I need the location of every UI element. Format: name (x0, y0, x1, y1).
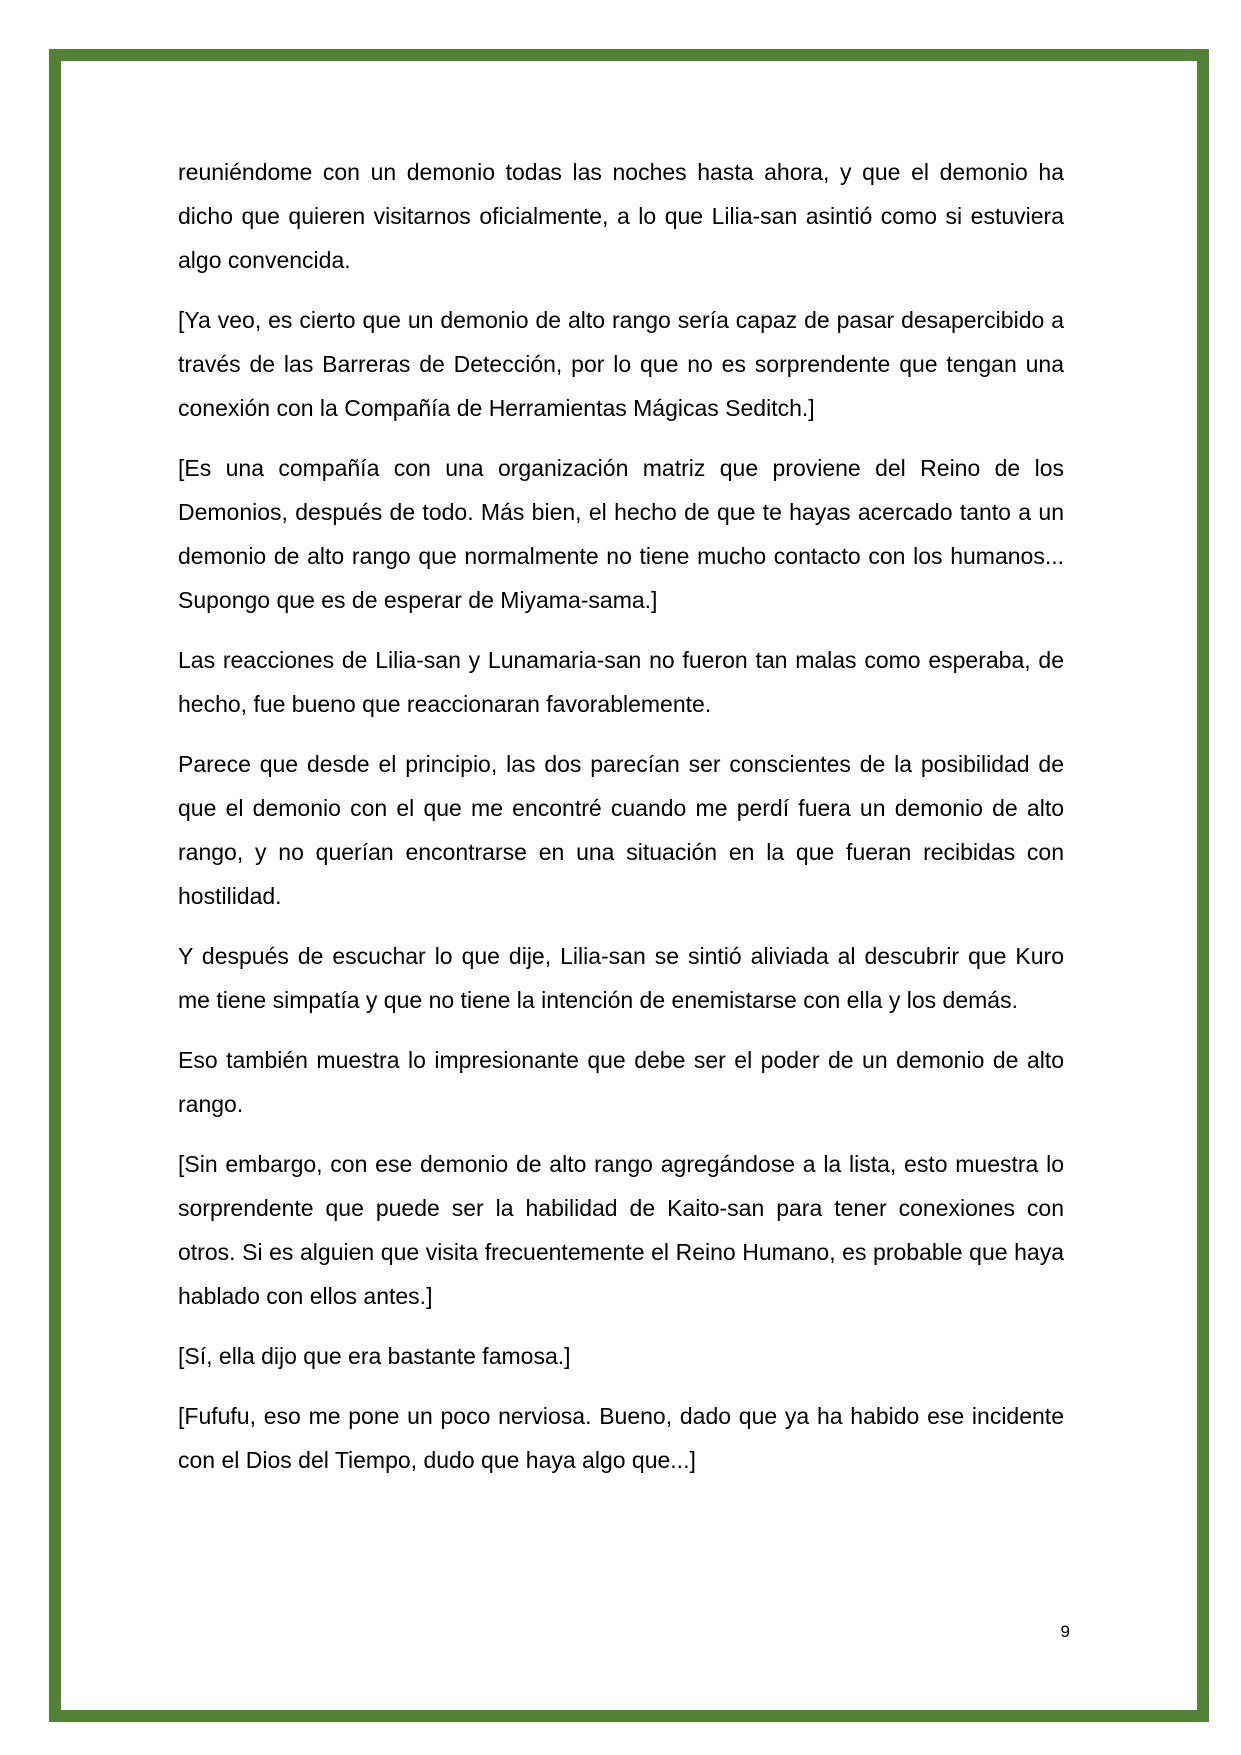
paragraph: Y después de escuchar lo que dije, Lilia-san se sintió aliviada al descubrir que Kuro me tiene simpatía y que no tiene la intención de enemistarse con ella y los demás. (178, 943, 1064, 1013)
page-number: 9 (1060, 1622, 1070, 1641)
paragraph: [Fufufu, eso me pone un poco nerviosa. Bueno, dado que ya ha habido ese incidente con el Dios del Tiempo, dudo que haya algo que...] (178, 1403, 1064, 1473)
paragraph: Parece que desde el principio, las dos parecían ser conscientes de la posibilidad de que el demonio con el que me encontré cuando me perdí fuera un demonio de alto rango, y no querían encontrarse en una situación en la que fueran recibidas con hostilidad. (178, 751, 1064, 909)
paragraph: reuniéndome con un demonio todas las noches hasta ahora, y que el demonio ha dicho que quieren visitarnos oficialmente, a lo que Lilia-san asintió como si estuviera algo convencida. (178, 159, 1064, 273)
paragraph: [Ya veo, es cierto que un demonio de alto rango sería capaz de pasar desapercibido a través de las Barreras de Detección, por lo que no es sorprendente que tengan una conexión con la Compañía de Herramientas Mágicas Seditch.] (178, 307, 1064, 421)
document-body (178, 150, 1064, 1498)
paragraph: [Es una compañía con una organización matriz que proviene del Reino de los Demonios, después de todo. Más bien, el hecho de que te hayas acercado tanto a un demonio de alto rango que normalmente no tiene mucho contacto con los humanos... Supongo que es de esperar de Miyama-sama.] (178, 455, 1064, 613)
paragraph: [Sin embargo, con ese demonio de alto rango agregándose a la lista, esto muestra lo sorprendente que puede ser la habilidad de Kaito-san para tener conexiones con otros. Si es alguien que visita frecuentemente el Reino Humano, es probable que haya hablado con ellos antes.] (178, 1151, 1064, 1309)
paragraph: [Sí, ella dijo que era bastante famosa.] (178, 1343, 571, 1369)
paragraph: Las reacciones de Lilia-san y Lunamaria-san no fueron tan malas como esperaba, de hecho, fue bueno que reaccionaran favorablemente. (178, 647, 1064, 717)
paragraph: Eso también muestra lo impresionante que debe ser el poder de un demonio de alto rango. (178, 1047, 1064, 1117)
